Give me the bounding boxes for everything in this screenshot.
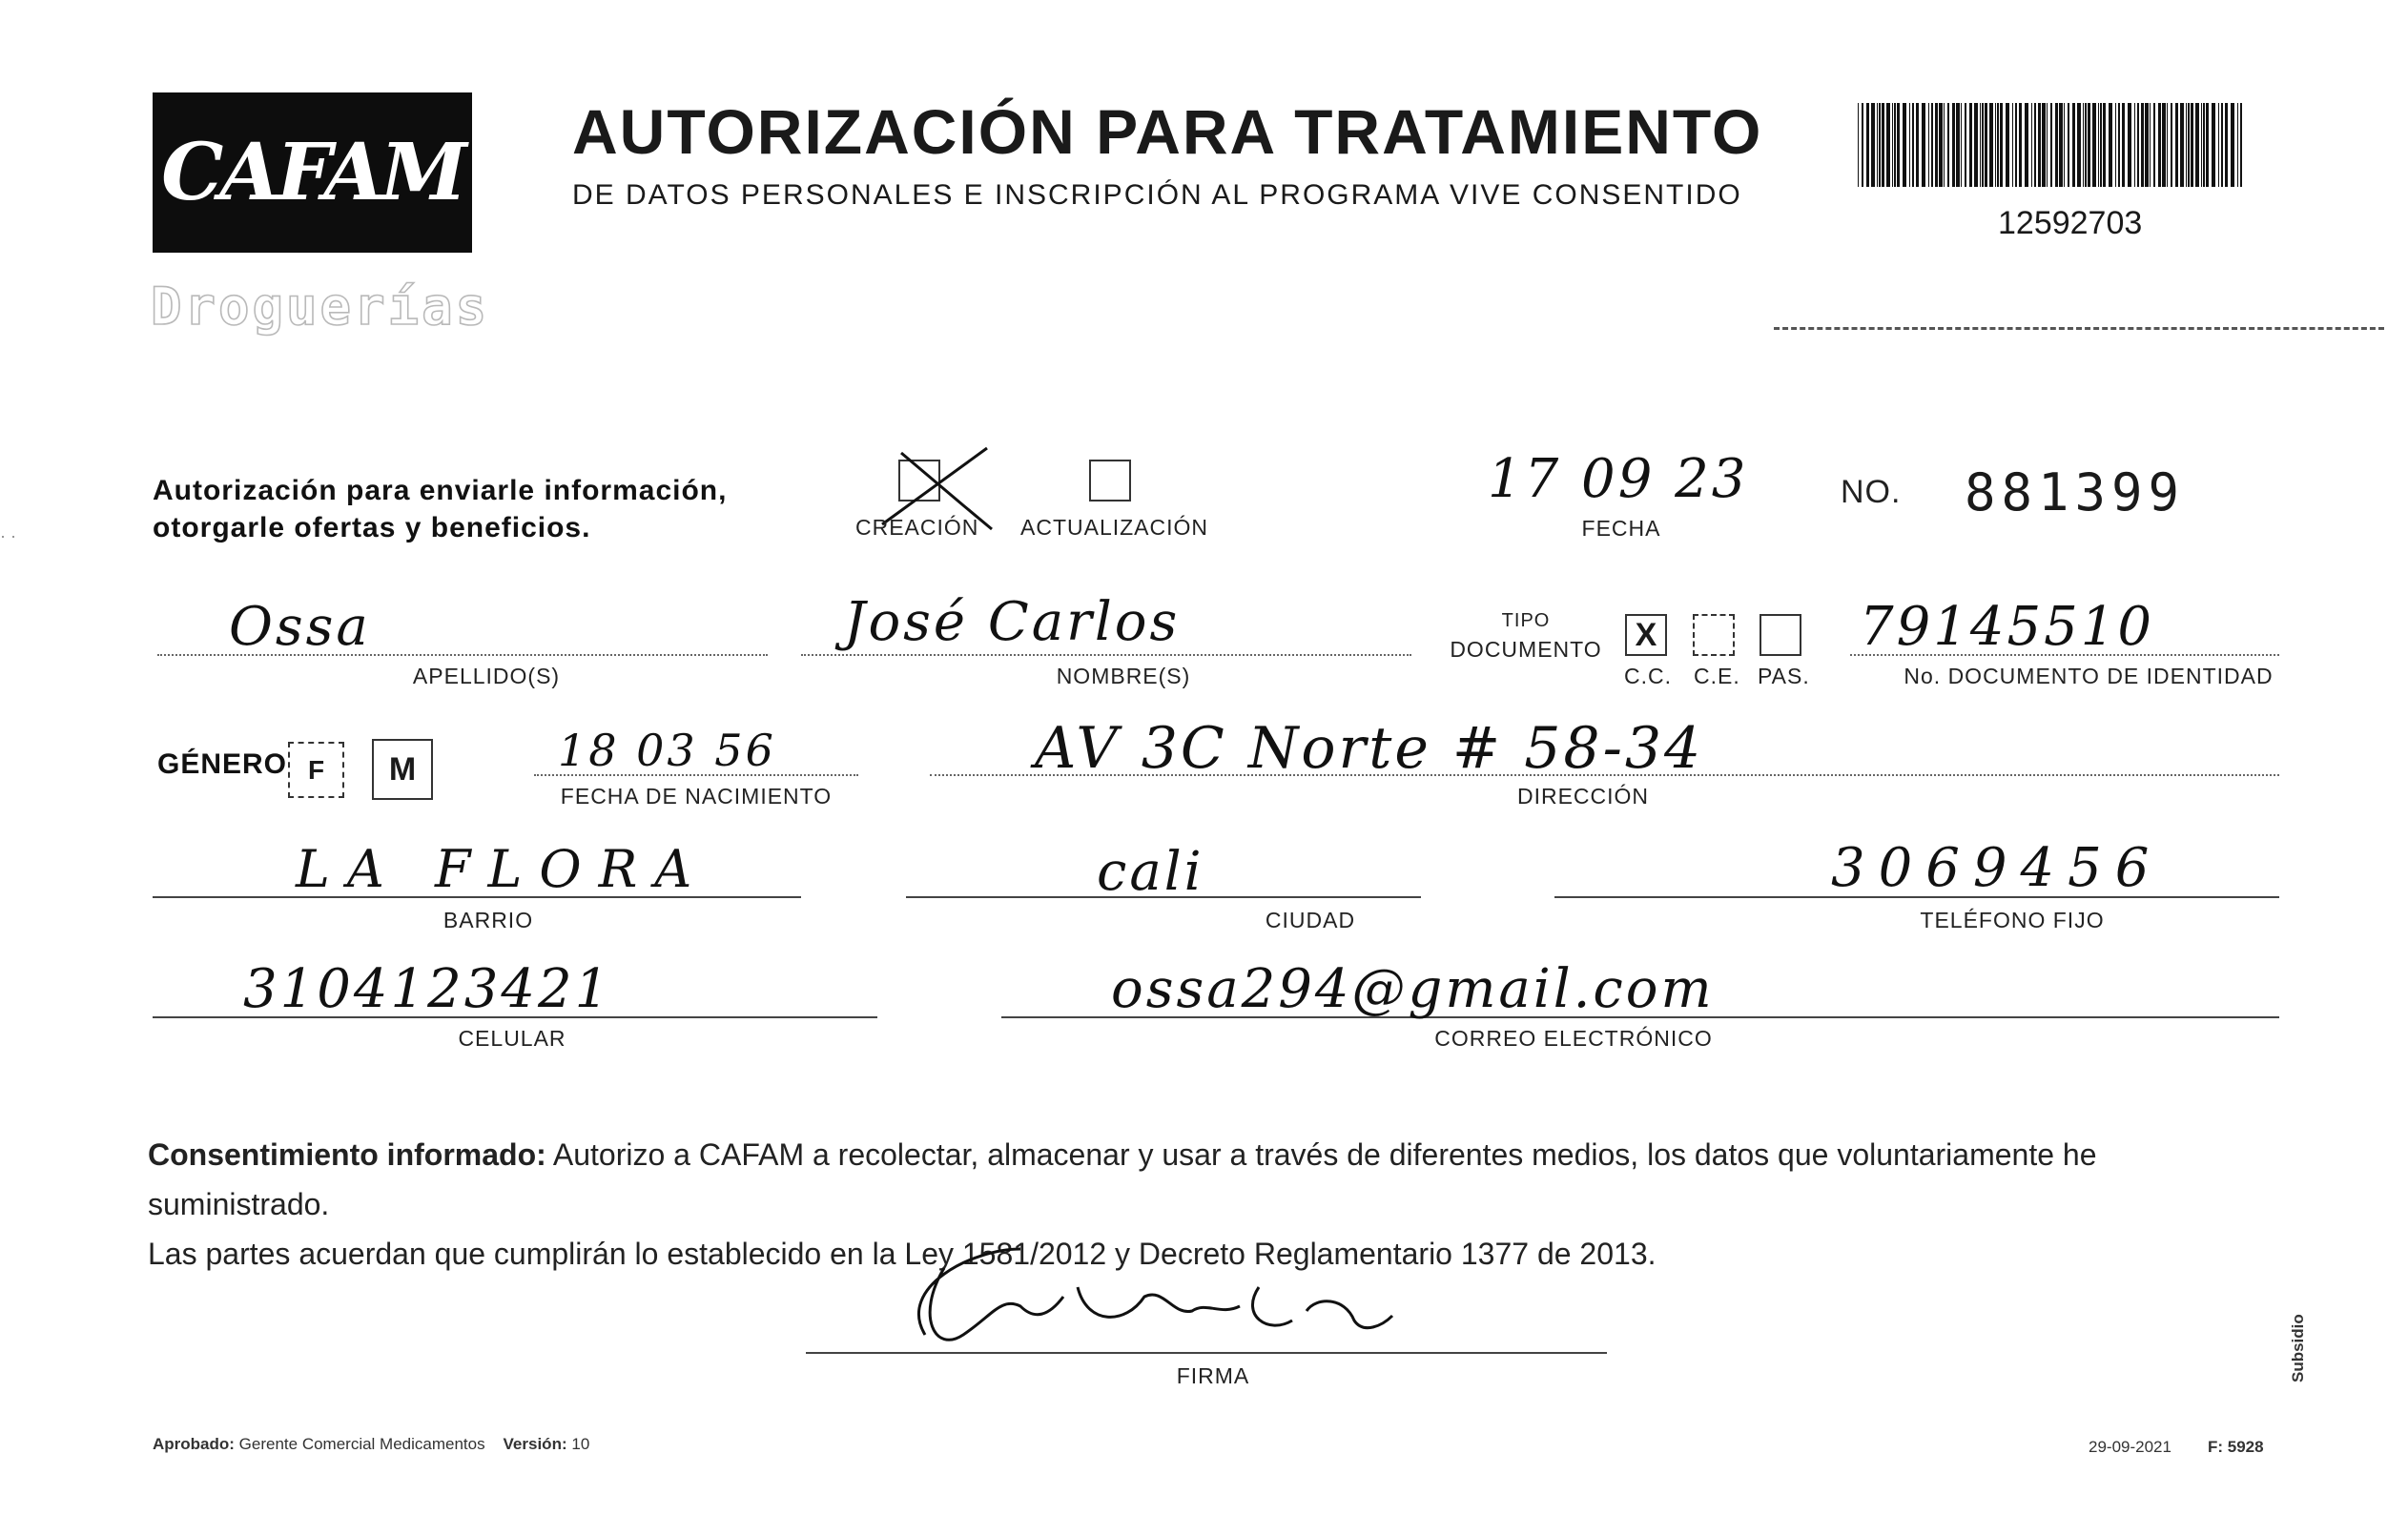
logo-text: CAFAM bbox=[161, 127, 463, 218]
form-number: 881399 bbox=[1965, 462, 2186, 522]
creacion-label: CREACIÓN bbox=[855, 515, 979, 540]
ce-checkbox[interactable] bbox=[1693, 614, 1735, 656]
fecha-label: FECHA bbox=[1581, 516, 1661, 541]
genero-f-checkbox[interactable]: F bbox=[288, 742, 344, 798]
cc-label: C.C. bbox=[1624, 664, 1672, 688]
cc-checkbox[interactable]: X bbox=[1625, 614, 1667, 656]
barcode-icon bbox=[1858, 103, 2245, 187]
consent-line2: Las partes acuerdan que cumplirán lo establecido en la Ley 1581/2012 y Decreto Reglamentario 1377 de 2013. bbox=[148, 1237, 1657, 1271]
direccion-label: DIRECCIÓN bbox=[1516, 784, 1650, 809]
side-subsidio-text: Subsidio bbox=[2289, 1314, 2307, 1382]
pas-checkbox[interactable] bbox=[1760, 614, 1801, 656]
doc-label: No. DOCUMENTO DE IDENTIDAD bbox=[1904, 664, 2274, 688]
auth-text-line2: otorgarle ofertas y beneficios. bbox=[153, 512, 591, 543]
telefono-label: TELÉFONO FIJO bbox=[1920, 908, 2105, 932]
genero-label: GÉNERO bbox=[157, 748, 288, 780]
telefono-value[interactable]: 3069456 bbox=[1831, 837, 2163, 899]
tipo-label: TIPO bbox=[1501, 610, 1551, 631]
footer-approval bbox=[153, 1435, 589, 1454]
form-subtitle: DE DATOS PERSONALES E INSCRIPCIÓN AL PROGRAMA VIVE CONSENTIDO bbox=[572, 179, 1742, 211]
actualizacion-label: ACTUALIZACIÓN bbox=[1020, 515, 1209, 540]
version-value: 10 bbox=[571, 1435, 590, 1453]
direccion-value[interactable]: AV 3C Norte # 58-34 bbox=[1035, 715, 1704, 782]
apellido-label: APELLIDO(S) bbox=[412, 664, 561, 688]
version-label: Versión: bbox=[503, 1435, 567, 1453]
aprobado-value: Gerente Comercial Medicamentos bbox=[238, 1435, 485, 1453]
cafam-logo bbox=[153, 92, 472, 253]
auth-text-line1: Autorización para enviarle información, bbox=[153, 475, 728, 506]
firma-line bbox=[806, 1352, 1607, 1354]
form-title: AUTORIZACIÓN PARA TRATAMIENTO bbox=[572, 96, 1763, 167]
pas-label: PAS. bbox=[1758, 664, 1810, 688]
logo-subtitle: Droguerías bbox=[151, 276, 490, 337]
documento-label: DOCUMENTO bbox=[1450, 637, 1602, 662]
nacimiento-label: FECHA DE NACIMIENTO bbox=[560, 784, 833, 809]
nombre-line bbox=[801, 654, 1411, 656]
nombre-label: NOMBRE(S) bbox=[1056, 664, 1191, 688]
doc-value[interactable]: 79145510 bbox=[1860, 596, 2155, 658]
ce-label: C.E. bbox=[1694, 664, 1740, 688]
celular-value[interactable]: 3104123421 bbox=[243, 958, 612, 1020]
apellido-value[interactable]: Ossa bbox=[229, 596, 371, 658]
correo-label: CORREO ELECTRÓNICO bbox=[1434, 1026, 1713, 1051]
celular-label: CELULAR bbox=[458, 1026, 566, 1051]
aprobado-label: Aprobado: bbox=[153, 1435, 235, 1453]
footer-date: 29-09-2021 bbox=[2089, 1438, 2171, 1456]
actualizacion-checkbox[interactable] bbox=[1089, 460, 1131, 502]
ciudad-label: CIUDAD bbox=[1265, 908, 1356, 932]
fecha-value[interactable]: 17 09 23 bbox=[1488, 448, 1749, 510]
consent-heading: Consentimiento informado: bbox=[148, 1137, 546, 1172]
nacimiento-value[interactable]: 18 03 56 bbox=[558, 725, 776, 776]
ciudad-value[interactable]: cali bbox=[1097, 841, 1204, 903]
cut-line bbox=[1774, 327, 2384, 336]
no-label: NO. bbox=[1841, 474, 1902, 510]
genero-m-checkbox[interactable]: M bbox=[372, 739, 433, 800]
barcode-number: 12592703 bbox=[1998, 205, 2143, 241]
barrio-label: BARRIO bbox=[442, 908, 534, 932]
footer-code: F: 5928 bbox=[2208, 1438, 2264, 1456]
consent-text: Autorizo a CAFAM a recolectar, almacenar y usar a través de diferentes medios, los datos que voluntariamente he suministrado. bbox=[148, 1137, 2097, 1221]
margin-mark: · · bbox=[0, 526, 16, 545]
nombre-value[interactable]: José Carlos bbox=[844, 591, 1181, 653]
firma-label: FIRMA bbox=[1176, 1363, 1250, 1388]
correo-value[interactable]: ossa294@gmail.com bbox=[1111, 958, 1715, 1020]
barrio-value[interactable]: LA FLORA bbox=[296, 839, 710, 899]
